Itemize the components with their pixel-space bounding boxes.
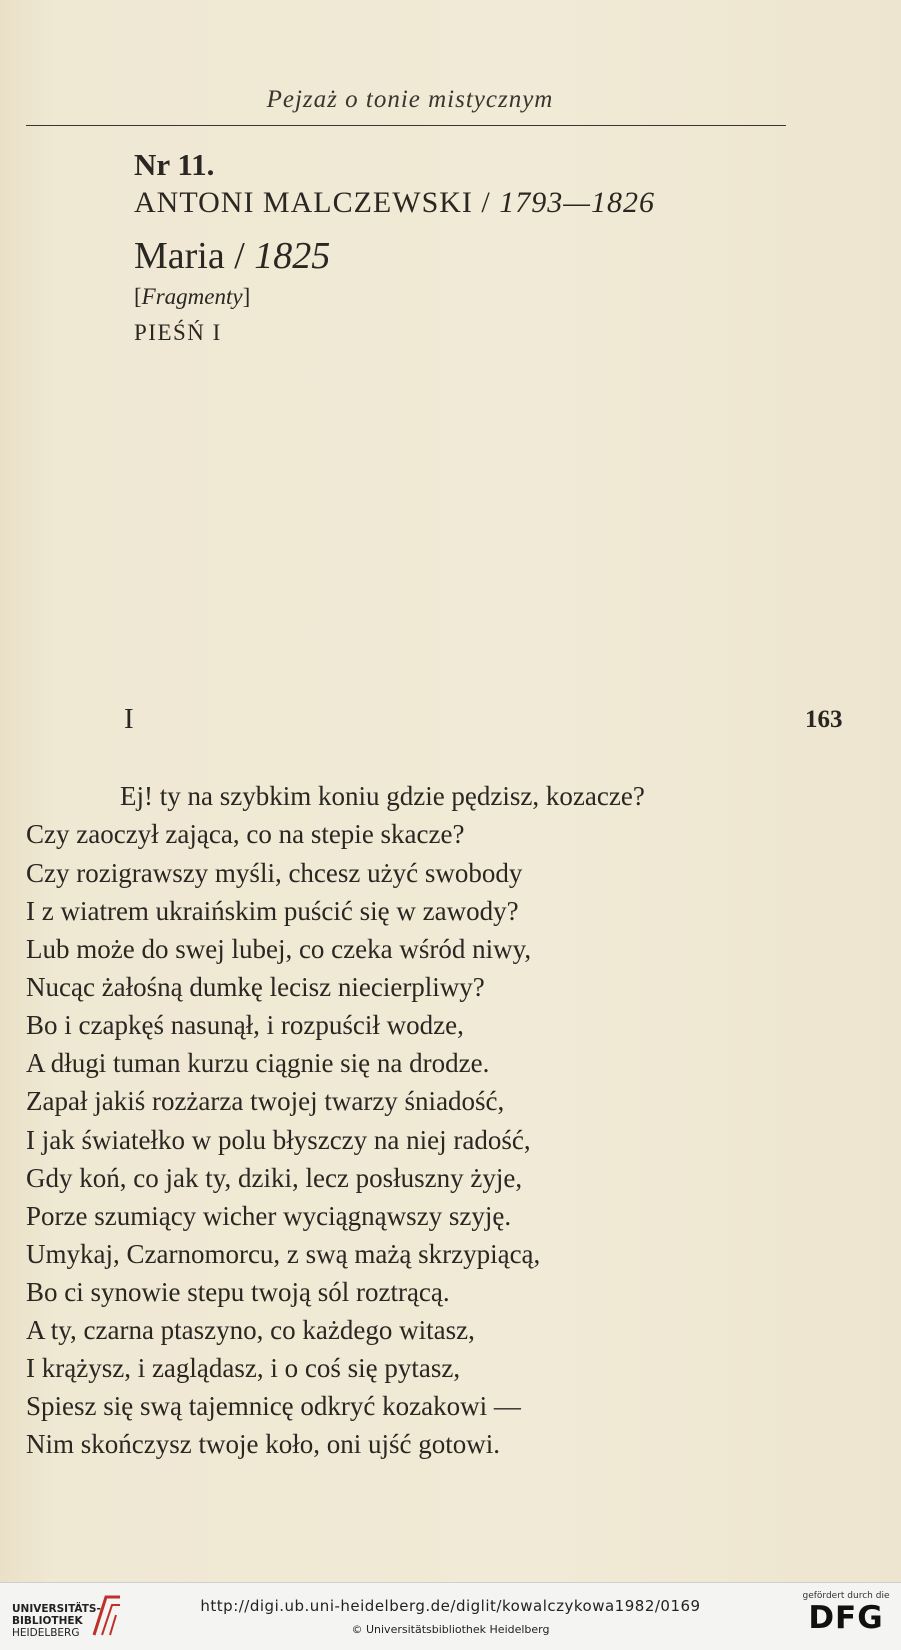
author-name: ANTONI MALCZEWSKI (134, 186, 473, 219)
poem-line: A ty, czarna ptaszyno, co każdego witasz, (26, 1315, 475, 1345)
library-name-line2: BIBLIOTHEK (12, 1615, 83, 1627)
subtitle-open-bracket: [ (134, 284, 142, 309)
page-number: 163 (805, 706, 843, 733)
library-name-line1: UNIVERSITÄTS- (12, 1603, 101, 1615)
work-separator: / (224, 235, 255, 277)
subtitle-text: Fragmenty (141, 284, 243, 309)
poem-line: Nucąc żałośną dumkę lecisz niecierpliwy? (26, 972, 485, 1002)
dfg-logo[interactable] (798, 1591, 894, 1635)
author-years: 1793—1826 (499, 186, 655, 219)
poem-line: Gdy koń, co jak ty, dziki, lecz posłuszny żyje, (26, 1163, 523, 1193)
footer-bar (0, 1582, 901, 1650)
copyright-notice: © Universitätsbibliothek Heidelberg (351, 1623, 550, 1636)
subtitle-close-bracket: ] (242, 284, 251, 309)
poem-line: Czy rozigrawszy myśli, chcesz użyć swobody (26, 858, 523, 888)
entry-number: Nr 11. (134, 147, 215, 182)
work-title-line (134, 234, 330, 278)
poem-line: I z wiatrem ukraińskim puścić się w zawody? (26, 896, 519, 926)
poem-line: Czy zaoczył zająca, co na stepie skacze? (26, 819, 465, 849)
poem-line: Ej! ty na szybkim koniu gdzie pędzisz, kozacze? (120, 781, 645, 811)
poem-line: Nim skończysz twoje koło, oni ujść gotowi. (26, 1429, 500, 1459)
work-title: Maria (134, 235, 225, 277)
section-label: I (124, 703, 134, 735)
document-url-link[interactable]: http://digi.ub.uni-heidelberg.de/diglit/kowalczykowa1982/0169 (200, 1597, 701, 1615)
poem-line: Lub może do swej lubej, co czeka wśród niwy, (26, 934, 532, 964)
library-name-line3: HEIDELBERG (12, 1627, 80, 1639)
poem-line: Porze szumiący wicher wyciągnąwszy szyję. (26, 1201, 512, 1231)
author-separator: / (472, 186, 500, 219)
poem-line: Bo ci synowie stepu twoją sól roztrącą. (26, 1277, 450, 1307)
funded-by-text: gefördert durch die (802, 1591, 890, 1601)
work-year: 1825 (254, 235, 331, 277)
canto-heading: PIEŚŃ I (134, 320, 222, 345)
running-head: Pejzaż o tonie mistycznym (266, 86, 554, 113)
poem-line: I krążysz, i zaglądasz, i o coś się pytasz, (26, 1353, 461, 1383)
poem-line: A długi tuman kurzu ciągnie się na drodze. (26, 1048, 490, 1078)
poem-line: I jak światełko w polu błyszczy na niej radość, (26, 1125, 531, 1155)
poem-line: Zapał jakiś rozżarza twojej twarzy śniadość, (26, 1086, 505, 1116)
poem-line: Umykaj, Czarnomorcu, z swą mażą skrzypiącą, (26, 1239, 541, 1269)
dfg-logo-text: DFG (808, 1600, 884, 1636)
header-rule (26, 125, 786, 126)
poem-line: Bo i czapkęś nasunął, i rozpuścił wodze, (26, 1010, 464, 1040)
author-line (134, 186, 655, 220)
poem-line: Spiesz się swą tajemnicę odkryć kozakowi — (26, 1391, 521, 1421)
subtitle (134, 284, 250, 310)
